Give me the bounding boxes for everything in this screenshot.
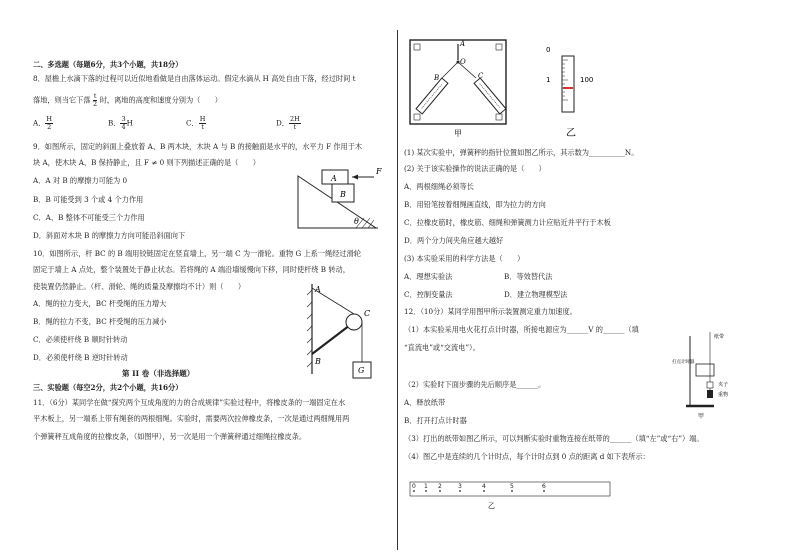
q11-line2: 平木板上，另一端系上带有绳套的两根细绳。实验时，需要两次拉伸橡皮条，一次是通过两细绳用两 xyxy=(33,414,350,423)
q12-sub2-option-a: A．释放纸带 xyxy=(404,398,446,407)
q9-option-c: C．A、B 整体不可能受三个力作用 xyxy=(33,213,145,222)
q10-line2: 固定于墙上 A 点处，整个装置处于静止状态。若将绳的 A 端沿墙缓慢向下移，同时使杆绕 B 转动， xyxy=(33,265,350,274)
q8-option-c-num: H xyxy=(199,115,206,123)
section2-title: 二、多选题（每题6分，共3个小题，共18分） xyxy=(33,60,183,69)
label-theta: θ xyxy=(354,217,359,226)
q11-sub2-option-d: D．两个分力间夹角应越大越好 xyxy=(404,236,504,245)
label-weight: 重物 xyxy=(718,392,729,398)
q8-option-d-den: t xyxy=(293,123,297,131)
q11-sub3-option-c: C．控制变量法 xyxy=(404,290,453,299)
q11-sub2-option-a: A．两根细绳必须等长 xyxy=(404,182,474,191)
q11-sub3: (3) 本实验采用的科学方法是（ ） xyxy=(404,254,525,263)
paper-tape-figure xyxy=(410,478,640,510)
q11-sub1: (1) 某次实验中，弹簧秤的指针位置如图乙所示，其示数为__________N。 xyxy=(404,148,639,157)
q8-option-a-num: H xyxy=(46,115,53,123)
q8-option-b-den: 4 xyxy=(121,123,126,131)
q8-option-b-num: 3 xyxy=(121,115,126,123)
q8-option-b-label: B． xyxy=(108,118,121,128)
q11-line1: 11．（6分）某同学在做“探究两个互成角度的力的合成规律”实验过程中，将橡皮条的一端固定在水 xyxy=(33,398,346,407)
q8-frac-num: t xyxy=(93,92,97,100)
scale-label-1: 1 xyxy=(546,76,551,84)
label-tape: 纸带 xyxy=(714,334,725,340)
scale-label-100: 100 xyxy=(580,76,594,84)
q11-sub3-option-b: B．等效替代法 xyxy=(504,272,553,281)
incline-figure xyxy=(296,166,396,230)
spring-scale-b xyxy=(416,78,448,114)
q8-option-b-suffix: H xyxy=(126,118,133,128)
right-column xyxy=(404,0,766,560)
q11-line3: 个弹簧秤互成角度的拉橡皮条，（如图甲），另一次是用一个弹簧秤通过细绳拉橡皮条。 xyxy=(33,432,307,441)
q12-sub2-option-b: B．打开打点计时器 xyxy=(404,416,467,425)
q8-option-b xyxy=(108,116,133,131)
q11-sub2-option-b: B．用铅笔按着细绳画直线，即为拉力的方向 xyxy=(404,200,546,209)
q8-line2-start: 落地，则当它下落 xyxy=(33,95,91,105)
scale-label-0: 0 xyxy=(546,46,551,54)
q8-option-a-label: A． xyxy=(33,118,46,128)
label-g: G xyxy=(358,366,365,375)
q12-sub3: （3）打出的纸带如图乙所示，可以判断实验时重物连接在纸带的______（填“左”或“右”）端。 xyxy=(404,434,704,443)
q9-line1: 9．如图所示，固定的斜面上叠放着 A、B 两木块，木块 A 与 B 的接触面是水平的，水平力 F 作用于木 xyxy=(33,142,363,151)
left-column xyxy=(30,0,392,560)
label-c: C xyxy=(478,72,484,80)
tape-tick-1: 1 xyxy=(424,483,428,490)
weight-block xyxy=(707,390,713,398)
q12-line1: 12．（10分）某同学用图甲所示装置测定重力加速度。 xyxy=(404,307,577,316)
freefall-apparatus-figure xyxy=(672,330,756,420)
label-jia: 甲 xyxy=(698,413,705,420)
label-jia: 甲 xyxy=(454,129,462,138)
tape-tick-4: 4 xyxy=(482,483,486,490)
q8-option-c-label: C． xyxy=(186,118,199,128)
pulley-c xyxy=(346,314,362,330)
label-a: A xyxy=(331,174,337,183)
q11-sub2-option-c: C．拉橡皮筋时，橡皮筋、细绳和弹簧测力计应贴近并平行于木板 xyxy=(404,218,611,227)
q12-sub1b: “直流电”或“交流电”）。 xyxy=(404,343,480,352)
q11-sub3-option-a: A．理想实验法 xyxy=(404,272,453,281)
q8-line1: 8．屋檐上水滴下落的过程可以近似地看做是自由落体运动。假定水滴从 H 高处自由下落，经过时间 t xyxy=(33,74,356,83)
tape-tick-6: 6 xyxy=(542,483,546,490)
q11-sub3-option-d: D．建立物理模型法 xyxy=(504,290,568,299)
label-timer: 打点计时器 xyxy=(672,360,695,365)
q10-line3: 使装置仍然静止。（杆、滑轮、绳的质量及摩擦均不计）则（ ） xyxy=(33,282,246,291)
timer-box xyxy=(696,364,714,376)
q10-option-a: A．绳的拉力变大，BC 杆受绳的压力增大 xyxy=(33,299,167,308)
q10-option-b: B．绳的拉力不变，BC 杆受绳的压力减小 xyxy=(33,317,167,326)
board-figure xyxy=(404,38,534,138)
label-yi: 乙 xyxy=(566,128,576,139)
label-yi: 乙 xyxy=(488,502,495,510)
q9-line2: 块 A，使木块 A、B 保持静止，且 F ≠ 0 则下列描述正确的是（ ） xyxy=(33,158,260,167)
q9-option-d: D．斜面对木块 B 的摩擦力方向可能沿斜面向下 xyxy=(33,231,186,240)
q8-frac-den: 2 xyxy=(93,100,98,108)
label-clip: 夹子 xyxy=(718,382,729,388)
part2-title: 第 II 卷（非选择题） xyxy=(122,369,195,378)
spring-scale-c xyxy=(474,78,506,114)
label-a: A xyxy=(315,285,321,294)
q8-option-d-num: 2H xyxy=(289,115,300,123)
section3-title: 三、实验题（每空2分，共2个小题，共16分） xyxy=(33,383,183,392)
q9-option-b: B．B 可能受到 3 个或 4 个力作用 xyxy=(33,195,144,204)
q12-sub4: （4）图乙中是连续的几个计时点，每个计时点到 0 点的距离 d 如下表所示： xyxy=(404,452,650,461)
label-f: F xyxy=(376,167,382,176)
label-b: B xyxy=(315,357,321,366)
q8-option-c xyxy=(186,116,206,131)
q8-fraction xyxy=(93,93,98,108)
tape-tick-3: 3 xyxy=(458,483,462,490)
q10-line1: 10．如图所示，杆 BC 的 B 端用铰链固定在竖直墙上，另一端 C 为一滑轮。重物 G 上系一绳经过滑轮 xyxy=(33,249,361,258)
q12-sub1a: （1）本实验采用电火花打点计时器，所接电源应为______V 的______（填 xyxy=(404,325,639,334)
q8-option-c-den: t xyxy=(201,123,204,131)
q8-option-a xyxy=(33,116,53,131)
column-divider xyxy=(397,30,398,550)
q8-line2 xyxy=(33,93,222,108)
label-b: B xyxy=(434,74,440,82)
q8-option-a-den: 2 xyxy=(47,123,52,131)
q12-sub2: （2）实验时下面步骤的先后顺序是______。 xyxy=(404,380,546,389)
q10-option-c: C．必须使杆绕 B 顺时针转动 xyxy=(33,335,128,344)
q8-option-d-label: D． xyxy=(276,118,289,128)
pulley-figure xyxy=(306,282,396,382)
label-b: B xyxy=(340,190,346,199)
tape-tick-5: 5 xyxy=(510,483,514,490)
scale-pointer xyxy=(563,87,573,89)
label-o: O xyxy=(460,58,466,66)
q8-option-d xyxy=(276,116,301,131)
tape-tick-2: 2 xyxy=(438,483,442,490)
tape-dots xyxy=(413,490,545,492)
label-a: A xyxy=(460,40,466,48)
q10-option-d: D．必须使杆绕 B 逆时针转动 xyxy=(33,353,128,362)
spring-scale-figure xyxy=(534,38,614,138)
q8-line2-end: 时，离地的高度和速度分别为（ ） xyxy=(99,95,222,105)
tape-tick-0: 0 xyxy=(412,483,416,490)
q9-option-a: A．A 对 B 的摩擦力可能为 0 xyxy=(33,176,128,185)
q11-sub2: (2) 关于该实验操作的说法正确的是（ ） xyxy=(404,164,546,173)
label-c: C xyxy=(364,309,371,318)
